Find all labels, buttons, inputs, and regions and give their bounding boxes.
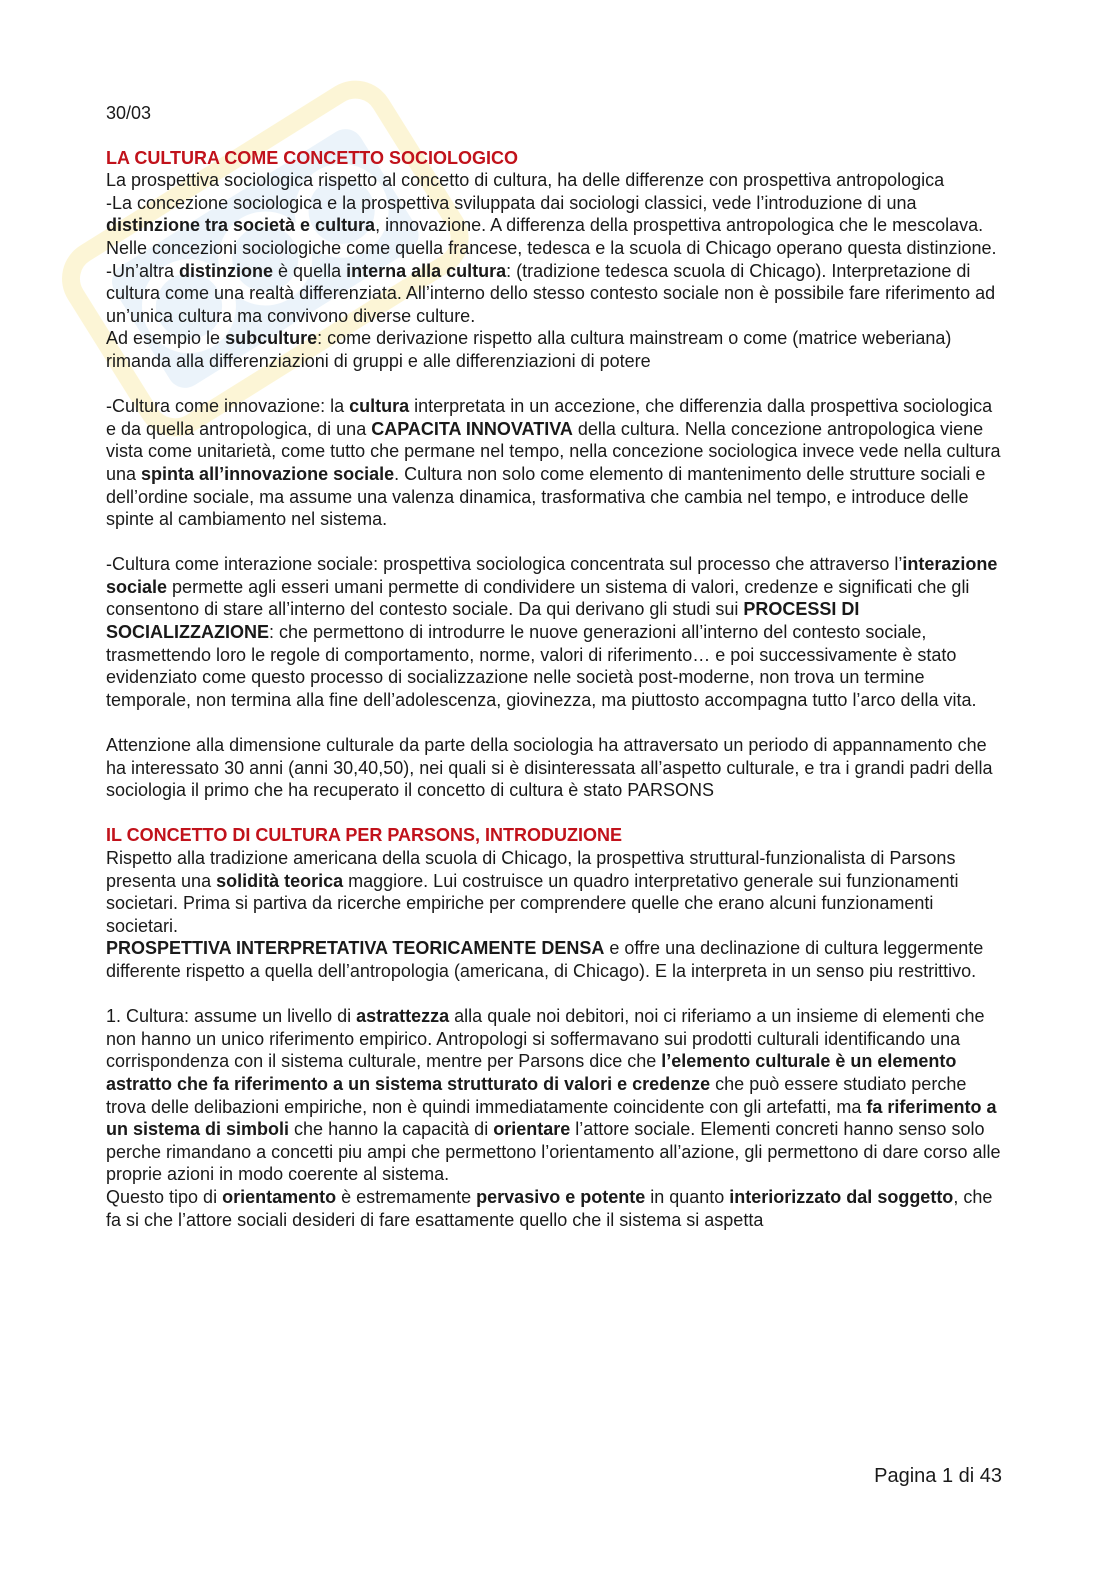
paragraph: Attenzione alla dimensione culturale da parte della sociologia ha attraversato un periodo di appannamento che ha interessato 30 anni (anni 30,40,50), nei quali si è disinteressata all’aspetto culturale, e tra i grandi padri della sociologia il primo che ha recuperato il concetto di cultura è stato PARSONS bbox=[106, 735, 993, 801]
document-page bbox=[106, 102, 1006, 1231]
paragraph: Questo tipo di orientamento è estremamente pervasivo e potente in quanto interiorizzato dal soggetto, che fa si che l’attore sociali desideri di fare esattamente quello che il sistema si aspetta bbox=[106, 1186, 993, 1230]
paragraph: Ad esempio le subculture: come derivazione rispetto alla cultura mainstream o come (matrice weberiana) rimanda alla differenziazioni di gruppi e alle differenziazioni di potere bbox=[106, 328, 952, 371]
date-header: 30/03 bbox=[106, 103, 152, 123]
paragraph: -La concezione sociologica e la prospettiva sviluppata dai sociologi classici, vede l’introduzione di una distinzione tra società e cultura, innovazione. A differenza della prospettiva antropologica che le mescolava. bbox=[106, 192, 984, 236]
paragraph: 1. Cultura: assume un livello di astrattezza alla quale noi debitori, noi ci riferiamo a un insieme di elementi che non hanno un unico riferimento empirico. Antropologi si soffermavano sui prodotti culturali identificando una corrispondenza con il sistema culturale, mentre per Parsons dice che l’elemento culturale è un elemento astratto che fa riferimento a un sistema strutturato di valori e credenze che può essere studiato perche trova delle delibazioni empiriche, non è quindi immediatamente coincidente con gli artefatti, ma fa riferimento a un sistema di simboli che hanno la capacità di orientare l’attore sociale. Elementi concreti hanno senso solo perche rimandano a concetti piu ampi che permettono l’orientamento all’azione, gli permettono di dare corso alle proprie azioni in modo coerente al sistema. bbox=[106, 1006, 1001, 1185]
paragraph: Nelle concezioni sociologiche come quella francese, tedesca e la scuola di Chicago operano questa distinzione. bbox=[106, 237, 997, 258]
paragraph: La prospettiva sociologica rispetto al concetto di cultura, ha delle differenze con prospettiva antropologica bbox=[106, 170, 945, 191]
paragraph: Rispetto alla tradizione americana della scuola di Chicago, la prospettiva struttural-funzionalista di Parsons presenta una solidità teorica maggiore. Lui costruisce un quadro interpretativo generale sui funzionamenti societari. Prima si partiva da ricerche empiriche per comprendere quelle che erano alcuni funzionamenti societari. bbox=[106, 848, 959, 936]
paragraph: -Un’altra distinzione è quella interna alla cultura: (tradizione tedesca scuola di Chicago). Interpretazione di cultura come una realtà differenziata. All’interno dello stesso contesto sociale non è possibile fare riferimento ad un’unica cultura ma convivono diverse culture. bbox=[106, 260, 996, 326]
paragraph: -Cultura come interazione sociale: prospettiva sociologica concentrata sul processo che attraverso l’interazione sociale permette agli esseri umani permette di condividere un sistema di valori, credenze e significati che gli consentono di stare all’interno del contesto sociale. Da qui derivano gli studi sui PROCESSI DI SOCIALIZZAZIONE: che permettono di introdurre le nuove generazioni all’interno del contesto sociale, trasmettendo loro le regole di comportamento, norme, valori di riferimento… e poi successivamente è stato evidenziato come questo processo di socializzazione nelle società post-moderne, non trova un termine temporale, non termina alla fine dell’adolescenza, giovinezza, ma piuttosto accompagna tutto l’arco della vita. bbox=[106, 554, 998, 710]
paragraph: -Cultura come innovazione: la cultura interpretata in un accezione, che differenzia dalla prospettiva sociologica e da quella antropologica, di una CAPACITA INNOVATIVA della cultura. Nella concezione antropologica viene vista come unitarietà, come tutto che permane nel tempo, nella concezione sociologica invece vede nella cultura una spinta all’innovazione sociale. Cultura non solo come elemento di mantenimento delle strutture sociali e dell’ordine sociale, ma assume una valenza dinamica, trasformativa che cambia nel tempo, e introduce delle spinte al cambiamento nel sistema. bbox=[106, 396, 1001, 530]
page-number: Pagina 1 di 43 bbox=[874, 1465, 1002, 1487]
paragraph: PROSPETTIVA INTERPRETATIVA TEORICAMENTE DENSA e offre una declinazione di cultura leggermente differente rispetto a quella dell’antropologia (americana, di Chicago). E la interpreta in un senso piu restrittivo. bbox=[106, 938, 984, 981]
section-title-parsons: IL CONCETTO DI CULTURA PER PARSONS, INTRODUZIONE bbox=[106, 825, 623, 846]
section-title-cultura-sociologica: LA CULTURA COME CONCETTO SOCIOLOGICO bbox=[106, 147, 518, 168]
